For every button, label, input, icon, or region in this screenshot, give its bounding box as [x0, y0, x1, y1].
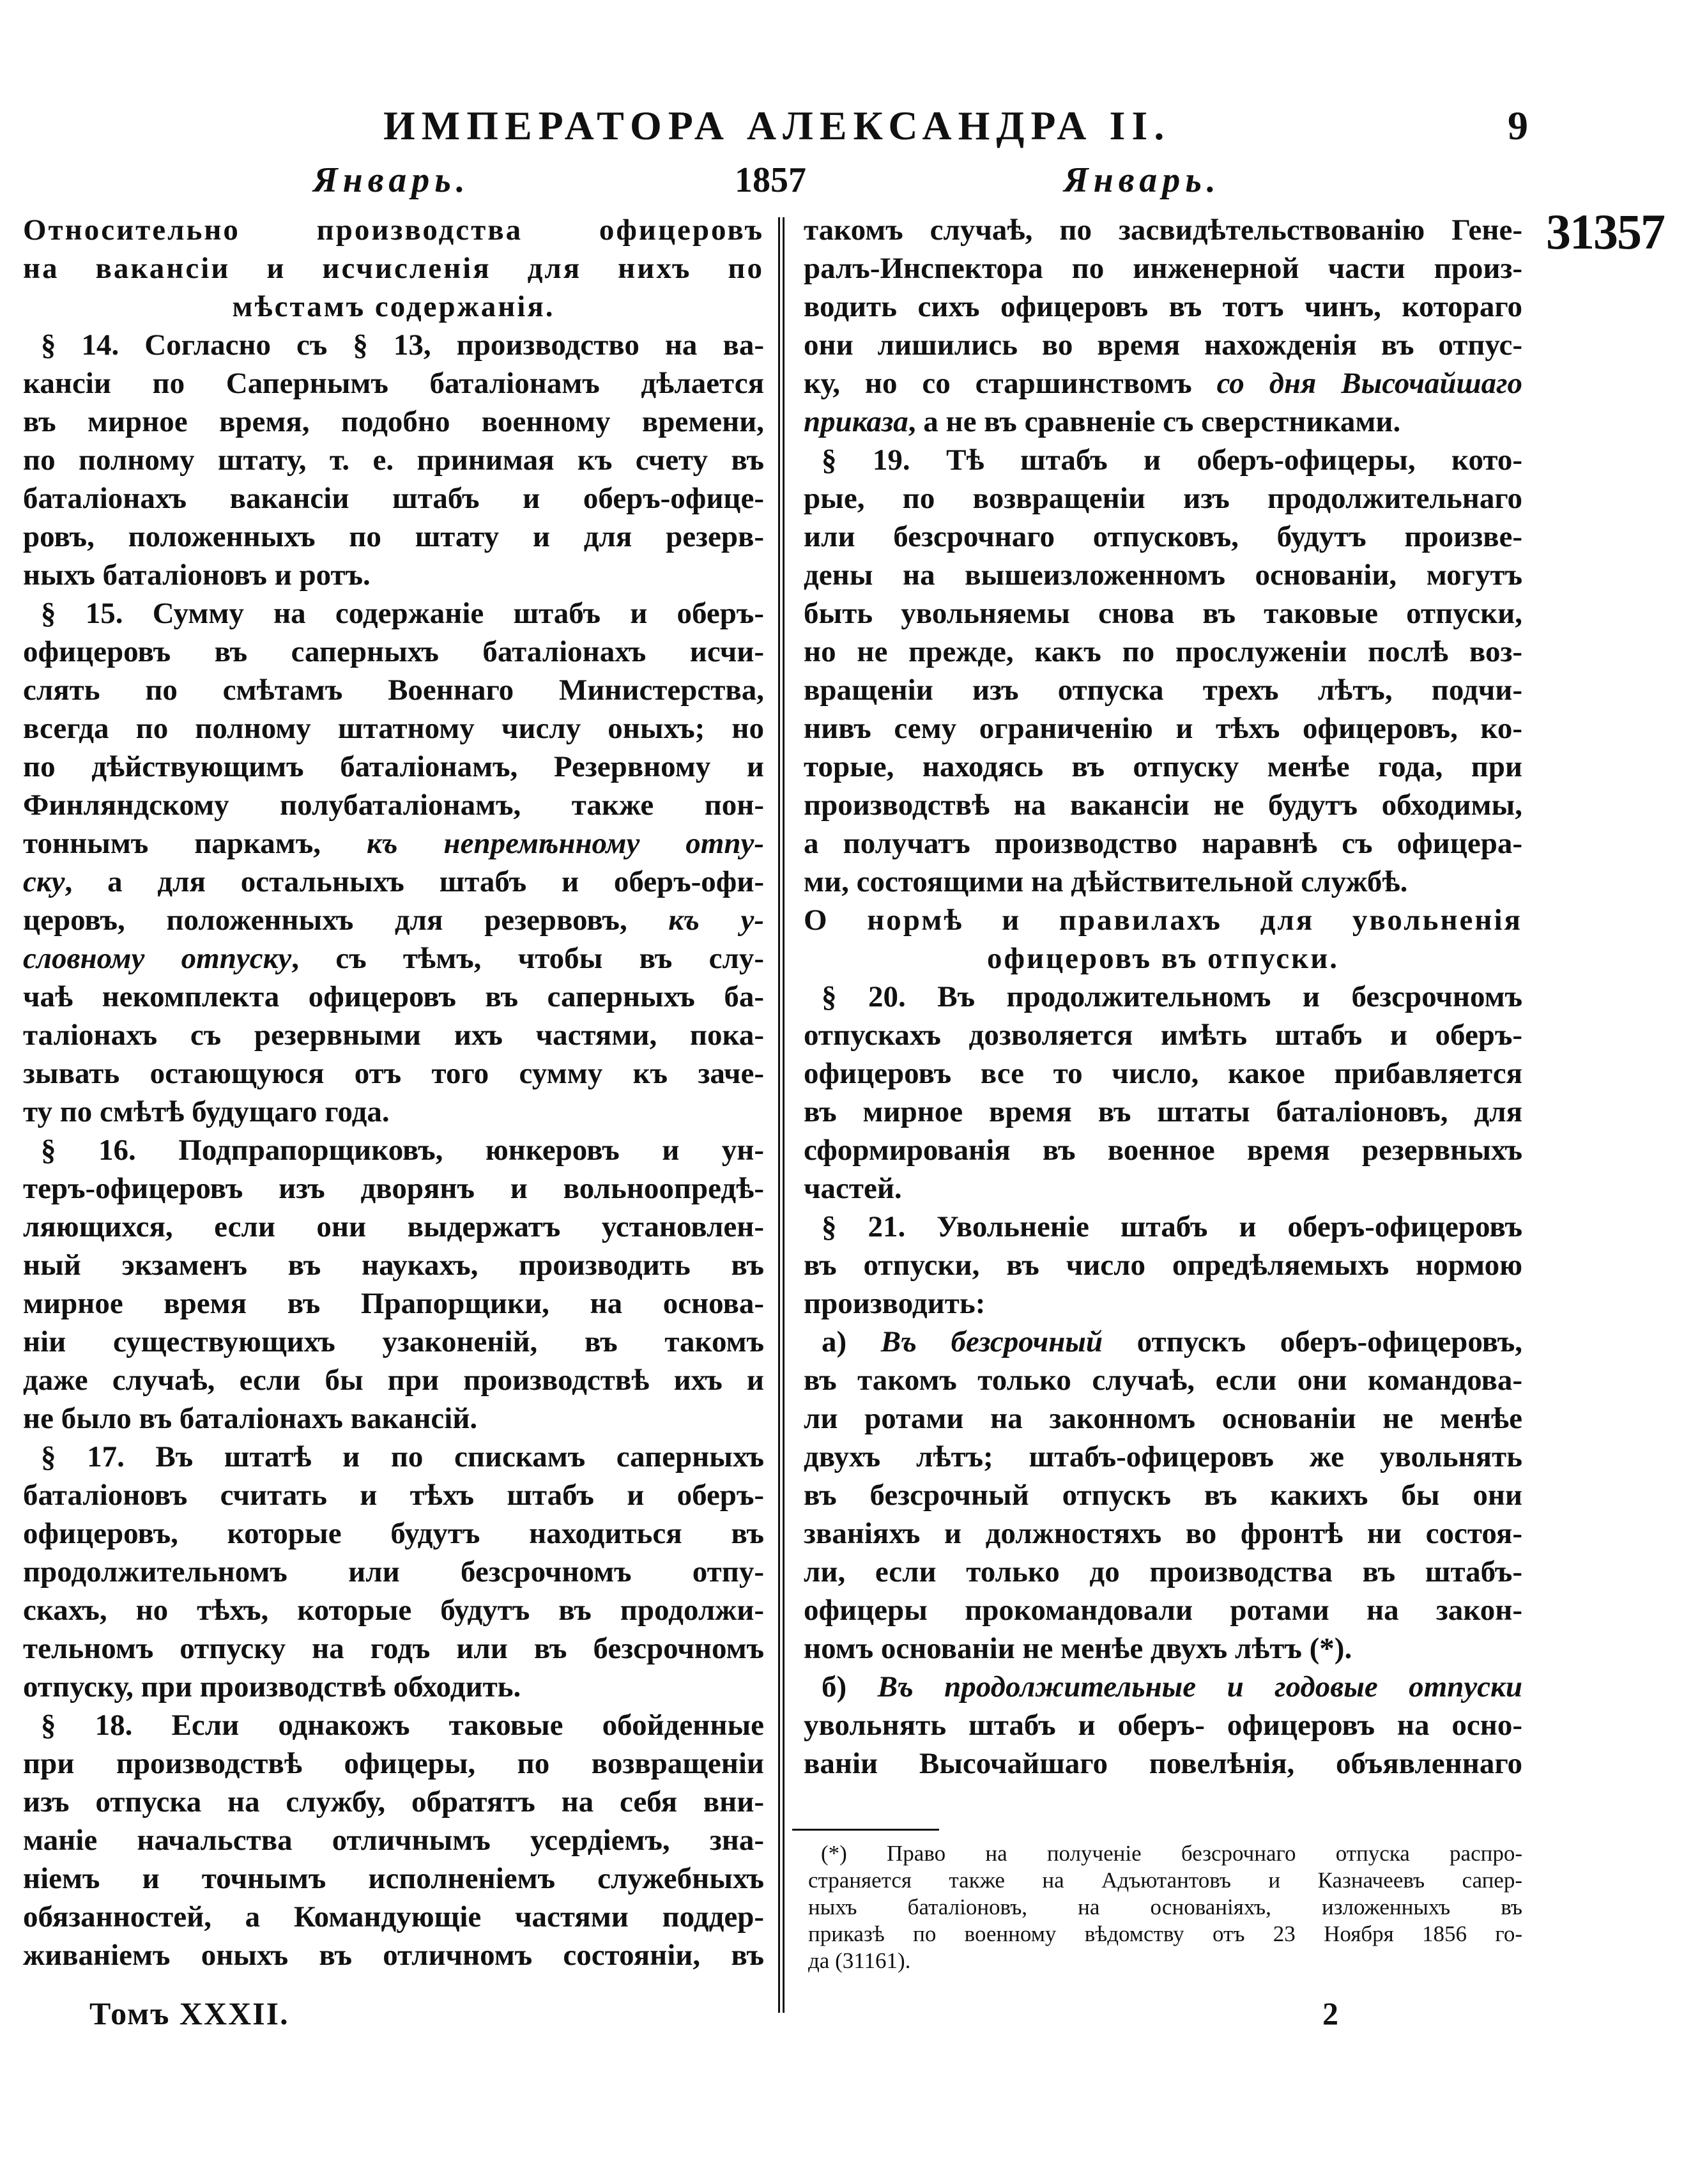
text-line — [804, 518, 1522, 556]
footnote-line: страняется также на Адъютантовъ и Казначеевъ сапер- — [808, 1868, 1522, 1893]
text-line — [804, 288, 1522, 326]
footnote-line: ныхъ баталіоновъ, на основаніяхъ, изложенныхъ въ — [808, 1895, 1522, 1919]
text-segment: таліонахъ съ резервными ихъ частями, пока- — [23, 1019, 764, 1052]
section-heading-line — [804, 939, 1522, 978]
text-line — [804, 1668, 1522, 1706]
text-line — [804, 594, 1522, 633]
text-segment: рые, по возвращеніи изъ продолжительнаго — [804, 482, 1522, 515]
text-segment: ми, состоящими на дѣйствительной службѣ. — [804, 865, 1408, 898]
text-line — [804, 1323, 1522, 1361]
text-segment: тоннымъ паркамъ, — [23, 827, 367, 860]
text-segment: не было въ баталіонахъ вакансій. — [23, 1402, 478, 1435]
text-segment: двухъ лѣтъ; штабъ-офицеровъ же увольнять — [804, 1440, 1522, 1473]
text-segment: офицеровъ, которые будутъ находиться въ — [23, 1517, 764, 1550]
text-line — [23, 1553, 764, 1591]
text-line — [804, 748, 1522, 786]
text-line — [804, 863, 1522, 901]
volume-label: Томъ XXXII. — [89, 1996, 289, 2031]
text-line — [23, 1859, 764, 1898]
text-line — [23, 1399, 764, 1438]
year: 1857 — [735, 160, 806, 200]
text-segment: офицеровъ все то число, какое прибавляется — [804, 1057, 1522, 1090]
italic-text: ску — [23, 865, 65, 898]
text-segment: въ такомъ только случаѣ, если они командова- — [804, 1364, 1522, 1397]
column-divider — [778, 217, 785, 2013]
right-column — [804, 211, 1522, 1783]
text-segment: § 18. Если однакожъ таковые обойденные — [41, 1709, 764, 1742]
text-segment: Относительно производства офицеровъ — [23, 213, 764, 247]
section-heading-line — [23, 288, 764, 326]
italic-text: къ у- — [668, 904, 764, 937]
text-line — [804, 1438, 1522, 1476]
text-segment: , а не въ сравненіе съ сверстниками. — [908, 405, 1401, 438]
running-head: ИМПЕРАТОРА АЛЕКСАНДРА II. — [383, 103, 1171, 148]
text-segment: ныхъ баталіоновъ и ротъ. — [23, 558, 371, 592]
text-line — [804, 403, 1522, 441]
text-line — [804, 441, 1522, 479]
text-segment: нивъ сему ограниченію и тѣхъ офицеровъ, ко- — [804, 712, 1522, 745]
text-segment: ный экзаменъ въ наукахъ, производить въ — [23, 1249, 764, 1282]
text-line — [804, 824, 1522, 863]
text-line — [804, 1016, 1522, 1054]
text-segment: изъ отпуска на службу, обратятъ на себя вни- — [23, 1785, 764, 1819]
text-line — [804, 633, 1522, 671]
section-heading-line — [804, 901, 1522, 939]
text-line — [804, 1054, 1522, 1093]
text-line — [23, 1668, 764, 1706]
text-segment: ку, но со старшинствомъ — [804, 367, 1217, 400]
text-segment: баталіоновъ считать и тѣхъ штабъ и оберъ- — [23, 1479, 764, 1512]
text-segment: номъ основаніи не менѣе двухъ лѣтъ (*). — [804, 1632, 1352, 1665]
text-line — [23, 748, 764, 786]
text-line — [804, 1093, 1522, 1131]
text-segment: мѣстамъ содержанія. — [232, 290, 555, 323]
text-segment: Финляндскому полубаталіонамъ, также пон- — [23, 788, 764, 822]
text-segment: отпускахъ дозволяется имѣть штабъ и оберъ- — [804, 1019, 1522, 1052]
text-line — [804, 1591, 1522, 1629]
text-line — [23, 556, 764, 594]
text-line — [23, 326, 764, 364]
text-segment: офицеровъ въ саперныхъ баталіонахъ исчи- — [23, 635, 764, 668]
left-column — [23, 211, 764, 1974]
text-segment: отпускъ оберъ-офицеровъ, — [1103, 1325, 1522, 1358]
signature-mark: 2 — [1322, 1996, 1338, 2031]
month-left: Январь. — [313, 160, 470, 200]
text-segment: ніемъ и точнымъ исполненіемъ служебныхъ — [23, 1862, 764, 1895]
footnote — [808, 1840, 1522, 1974]
text-segment: § 15. Сумму на содержаніе штабъ и оберъ- — [41, 597, 764, 630]
text-segment: мирное время въ Прапорщики, на основа- — [23, 1287, 764, 1320]
italic-text: Въ продолжительные и годовые отпуски — [877, 1670, 1522, 1703]
text-segment: въ отпуски, въ число опредѣляемыхъ нормою — [804, 1249, 1522, 1282]
text-line — [804, 556, 1522, 594]
text-segment: а получатъ производство наравнѣ съ офицера- — [804, 827, 1522, 860]
footnote-rule — [792, 1829, 939, 1831]
text-line — [804, 479, 1522, 518]
text-line — [23, 1093, 764, 1131]
page-number: 9 — [1508, 103, 1528, 148]
text-segment: продолжительномъ или безсрочномъ отпу- — [23, 1555, 764, 1588]
text-line — [23, 709, 764, 748]
text-line — [804, 1131, 1522, 1169]
text-segment: § 16. Подпрапорщиковъ, юнкеровъ и ун- — [41, 1134, 764, 1167]
text-line — [804, 211, 1522, 249]
text-segment: ту по смѣтѣ будущаго года. — [23, 1095, 390, 1128]
italic-text: къ непремѣнному отпу- — [366, 827, 764, 860]
text-line — [23, 1208, 764, 1246]
text-line — [23, 1054, 764, 1093]
text-line — [23, 1169, 764, 1208]
margin-law-number: 31357 — [1546, 204, 1664, 259]
text-line — [804, 709, 1522, 748]
text-line — [804, 671, 1522, 709]
text-segment: живаніемъ оныхъ въ отличномъ состояніи, въ — [23, 1939, 764, 1972]
text-segment: дены на вышеизложенномъ основаніи, могутъ — [804, 558, 1522, 592]
text-segment: ли, если только до производства въ штабъ- — [804, 1555, 1522, 1588]
text-segment: § 21. Увольненіе штабъ и оберъ-офицеровъ — [822, 1210, 1522, 1243]
text-segment: зывать остающуюся отъ того сумму къ заче- — [23, 1057, 764, 1090]
text-segment: § 17. Въ штатѣ и по спискамъ саперныхъ — [41, 1440, 764, 1473]
text-line — [23, 1783, 764, 1821]
text-segment: офицеры прокомандовали ротами на закон- — [804, 1594, 1522, 1627]
text-segment: баталіонахъ вакансіи штабъ и оберъ-офице- — [23, 482, 764, 515]
text-segment: маніе начальства отличнымъ усердіемъ, зна- — [23, 1824, 764, 1857]
text-segment: § 20. Въ продолжительномъ и безсрочномъ — [822, 980, 1522, 1013]
text-segment: но не прежде, какъ по прослуженіи послѣ воз- — [804, 635, 1522, 668]
text-segment: ралъ-Инспектора по инженерной части произ- — [804, 252, 1522, 285]
text-line — [804, 1284, 1522, 1323]
text-segment: всегда по полному штатному числу оныхъ; но — [23, 712, 764, 745]
text-line — [804, 1169, 1522, 1208]
text-segment: ніи существующихъ узаконеній, въ такомъ — [23, 1325, 764, 1358]
text-segment: по полному штату, т. е. принимая къ счету въ — [23, 443, 764, 477]
italic-text: со дня Высочайшаго — [1216, 367, 1522, 400]
text-line — [23, 1898, 764, 1936]
text-line — [23, 518, 764, 556]
text-segment: тельномъ отпуску на годъ или въ безсрочномъ — [23, 1632, 764, 1665]
month-right: Январь. — [1064, 160, 1221, 200]
text-segment: церовъ, положенныхъ для резервовъ, — [23, 904, 669, 937]
text-segment: частей. — [804, 1172, 902, 1205]
section-heading-line — [23, 249, 764, 288]
text-segment: , съ тѣмъ, чтобы въ слу- — [291, 942, 764, 975]
text-segment: или безсрочнаго отпусковъ, будутъ произве- — [804, 520, 1522, 553]
text-segment: при производствѣ офицеры, по возвращеніи — [23, 1747, 764, 1780]
text-segment: ли ротами на законномъ основаніи не менѣе — [804, 1402, 1522, 1435]
text-line — [804, 1706, 1522, 1744]
text-segment: О нормѣ и правилахъ для увольненія — [804, 904, 1522, 937]
text-line — [23, 1936, 764, 1974]
text-line — [23, 824, 764, 863]
section-heading-line — [23, 211, 764, 249]
text-line — [804, 1246, 1522, 1284]
text-segment: теръ-офицеровъ изъ дворянъ и вольноопредѣ- — [23, 1172, 764, 1205]
text-line — [23, 901, 764, 939]
text-line — [804, 1208, 1522, 1246]
text-segment: ровъ, положенныхъ по штату и для резерв- — [23, 520, 764, 553]
text-line — [804, 1553, 1522, 1591]
text-line — [23, 1591, 764, 1629]
text-line — [23, 1438, 764, 1476]
text-line — [804, 786, 1522, 824]
text-segment: на вакансіи и исчисленія для нихъ по — [23, 252, 764, 285]
text-segment: обязанностей, а Командующіе частями поддер- — [23, 1900, 764, 1934]
text-segment: быть увольняемы снова въ таковые отпуски, — [804, 597, 1522, 630]
text-line — [23, 786, 764, 824]
text-segment: вращеніи изъ отпуска трехъ лѣтъ, подчи- — [804, 673, 1522, 707]
text-segment: водить сихъ офицеровъ въ тотъ чинъ, котораго — [804, 290, 1522, 323]
text-line — [23, 1323, 764, 1361]
text-line — [23, 1016, 764, 1054]
text-segment: а) — [822, 1325, 881, 1358]
text-segment: офицеровъ въ отпуски. — [986, 942, 1340, 975]
text-line — [804, 326, 1522, 364]
italic-text: Въ безсрочный — [880, 1325, 1103, 1358]
text-line — [23, 1629, 764, 1668]
text-line — [804, 978, 1522, 1016]
text-line — [804, 1476, 1522, 1514]
text-line — [804, 1399, 1522, 1438]
text-segment: въ мирное время въ штаты баталіоновъ, для — [804, 1095, 1522, 1128]
text-line — [804, 249, 1522, 288]
text-segment: чаѣ некомплекта офицеровъ въ саперныхъ ба- — [23, 980, 764, 1013]
text-line — [804, 1744, 1522, 1783]
text-segment: отпуску, при производствѣ обходить. — [23, 1670, 521, 1703]
text-segment: увольнять штабъ и оберъ- офицеровъ на осно- — [804, 1709, 1522, 1742]
text-segment: , а для остальныхъ штабъ и оберъ-офи- — [65, 865, 764, 898]
footnote-line: (*) Право на полученіе безсрочнаго отпуска распро- — [821, 1841, 1522, 1866]
text-segment: производить: — [804, 1287, 986, 1320]
text-line — [804, 1361, 1522, 1399]
text-segment: § 14. Согласно съ § 13, производство на ва- — [41, 328, 764, 362]
text-line — [804, 1629, 1522, 1668]
text-line — [23, 633, 764, 671]
text-segment: даже случаѣ, если бы при производствѣ ихъ и — [23, 1364, 764, 1397]
text-line — [23, 939, 764, 978]
text-line — [23, 403, 764, 441]
text-line — [23, 479, 764, 518]
text-line — [23, 978, 764, 1016]
text-line — [23, 1131, 764, 1169]
text-segment: такомъ случаѣ, по засвидѣтельствованію Гене- — [804, 213, 1522, 247]
text-line — [23, 364, 764, 403]
text-segment: слять по смѣтамъ Военнаго Министерства, — [23, 673, 764, 707]
text-line — [23, 1246, 764, 1284]
text-segment: б) — [822, 1670, 878, 1703]
text-segment: скахъ, но тѣхъ, которые будутъ въ продолжи- — [23, 1594, 764, 1627]
text-segment: въ безсрочный отпускъ въ какихъ бы они — [804, 1479, 1522, 1512]
text-line — [23, 1706, 764, 1744]
footnote-line: да (31161). — [808, 1948, 911, 1973]
text-line — [23, 1821, 764, 1859]
italic-text: словному отпуску — [23, 942, 292, 975]
text-segment: они лишились во время нахожденія въ отпус- — [804, 328, 1522, 362]
text-line — [23, 1514, 764, 1553]
text-line — [804, 1514, 1522, 1553]
text-segment: сформированія въ военное время резервныхъ — [804, 1134, 1522, 1167]
text-line — [23, 863, 764, 901]
text-line — [23, 1476, 764, 1514]
text-line — [23, 1284, 764, 1323]
text-segment: производствѣ на вакансіи не будутъ обходимы, — [804, 788, 1522, 822]
text-segment: званіяхъ и должностяхъ во фронтѣ ни состоя- — [804, 1517, 1522, 1550]
text-line — [23, 1361, 764, 1399]
text-segment: ляющихся, если они выдержатъ установлен- — [23, 1210, 764, 1243]
text-line — [23, 1744, 764, 1783]
text-line — [23, 441, 764, 479]
text-segment: § 19. Тѣ штабъ и оберъ-офицеры, кото- — [822, 443, 1522, 477]
text-segment: ваніи Высочайшаго повелѣнія, объявленнаго — [804, 1747, 1522, 1780]
footnote-line: приказѣ по военному вѣдомству отъ 23 Ноября 1856 го- — [808, 1921, 1522, 1946]
text-segment: кансіи по Сапернымъ баталіонамъ дѣлается — [23, 367, 764, 400]
text-segment: по дѣйствующимъ баталіонамъ, Резервному и — [23, 750, 764, 783]
italic-text: приказа — [804, 405, 908, 438]
text-segment: торые, находясь въ отпуску менѣе года, при — [804, 750, 1522, 783]
text-segment: въ мирное время, подобно военному времени, — [23, 405, 764, 438]
text-line — [804, 364, 1522, 403]
text-line — [23, 671, 764, 709]
text-line — [23, 594, 764, 633]
